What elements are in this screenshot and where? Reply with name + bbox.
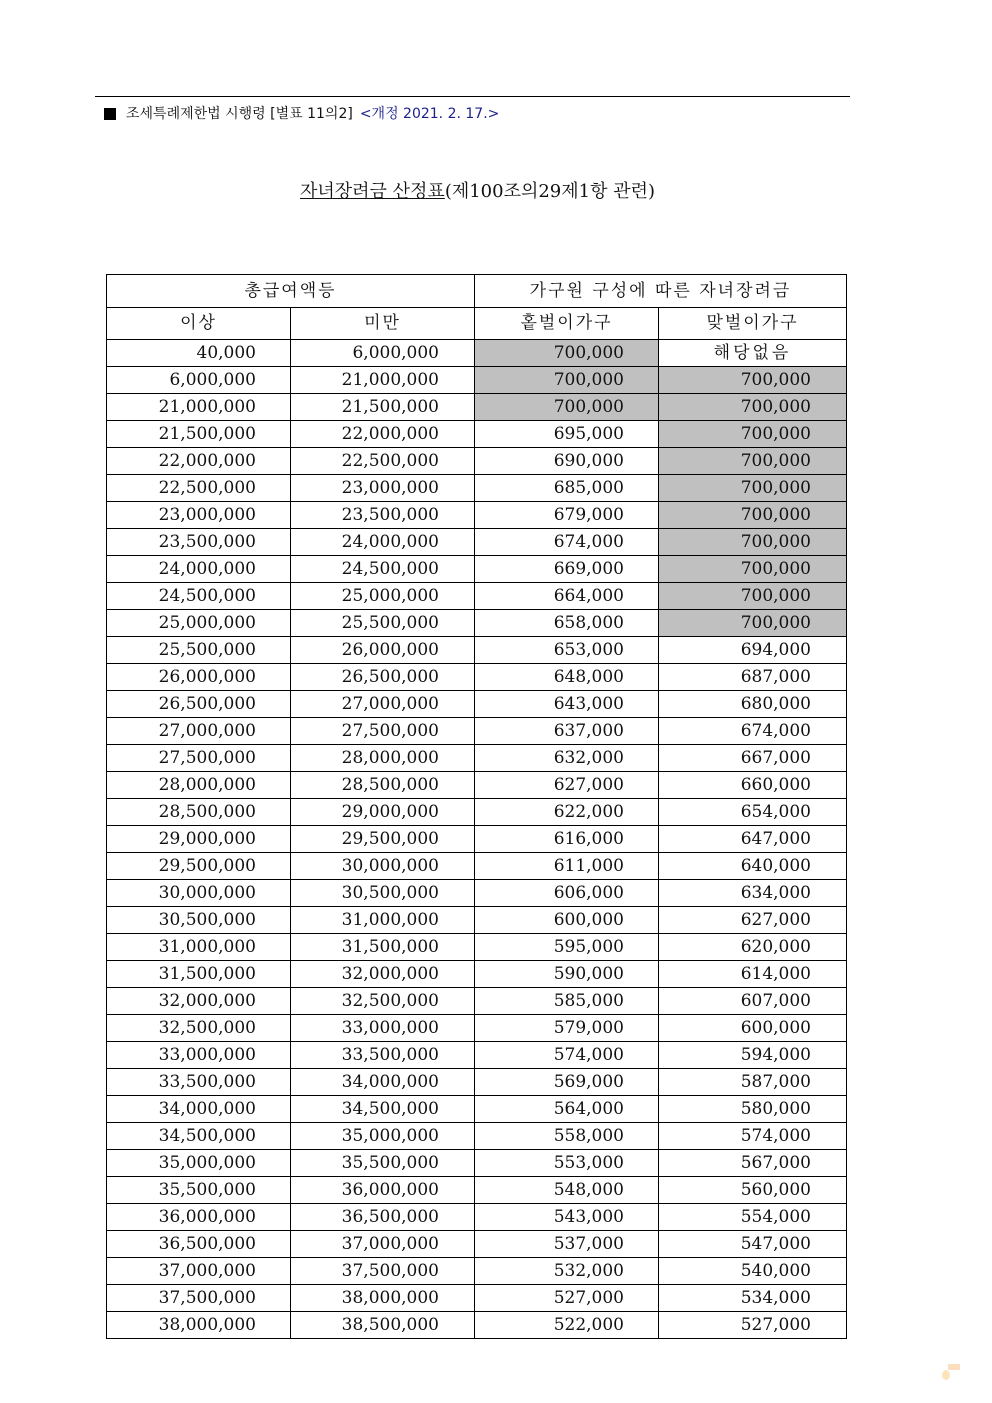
table-row <box>107 421 847 448</box>
cell-dual-earner: 700,000 <box>659 556 847 583</box>
table-row <box>107 907 847 934</box>
cell-income-from: 30,000,000 <box>107 880 291 907</box>
cell-income-to: 37,000,000 <box>291 1231 475 1258</box>
cell-single-earner: 537,000 <box>475 1231 659 1258</box>
cell-income-from: 37,500,000 <box>107 1285 291 1312</box>
cell-income-from: 22,500,000 <box>107 475 291 502</box>
column-header-to: 미만 <box>291 308 475 340</box>
cell-dual-earner: 667,000 <box>659 745 847 772</box>
cell-dual-earner: 694,000 <box>659 637 847 664</box>
top-rule <box>95 96 850 97</box>
cell-single-earner: 674,000 <box>475 529 659 556</box>
cell-income-to: 32,500,000 <box>291 988 475 1015</box>
cell-single-earner: 553,000 <box>475 1150 659 1177</box>
cell-income-from: 28,500,000 <box>107 799 291 826</box>
cell-income-to: 32,000,000 <box>291 961 475 988</box>
table-row <box>107 1312 847 1339</box>
cell-single-earner: 590,000 <box>475 961 659 988</box>
cell-dual-earner: 700,000 <box>659 475 847 502</box>
table-row <box>107 1069 847 1096</box>
cell-income-to: 34,500,000 <box>291 1096 475 1123</box>
cell-income-from: 21,000,000 <box>107 394 291 421</box>
cell-income-to: 31,500,000 <box>291 934 475 961</box>
cell-income-to: 29,500,000 <box>291 826 475 853</box>
cell-single-earner: 700,000 <box>475 394 659 421</box>
cell-income-from: 25,500,000 <box>107 637 291 664</box>
cell-income-to: 28,500,000 <box>291 772 475 799</box>
table-row <box>107 1150 847 1177</box>
watermark <box>940 1364 980 1384</box>
cell-income-from: 33,500,000 <box>107 1069 291 1096</box>
table-row <box>107 475 847 502</box>
cell-dual-earner: 700,000 <box>659 448 847 475</box>
cell-income-from: 27,500,000 <box>107 745 291 772</box>
cell-single-earner: 627,000 <box>475 772 659 799</box>
cell-income-to: 36,000,000 <box>291 1177 475 1204</box>
cell-dual-earner: 547,000 <box>659 1231 847 1258</box>
cell-dual-earner: 534,000 <box>659 1285 847 1312</box>
cell-income-from: 27,000,000 <box>107 718 291 745</box>
table-row <box>107 988 847 1015</box>
cell-dual-earner: 587,000 <box>659 1069 847 1096</box>
cell-income-from: 31,000,000 <box>107 934 291 961</box>
cell-income-from: 38,000,000 <box>107 1312 291 1339</box>
table-row <box>107 961 847 988</box>
cell-income-from: 34,000,000 <box>107 1096 291 1123</box>
cell-income-from: 30,500,000 <box>107 907 291 934</box>
cell-single-earner: 548,000 <box>475 1177 659 1204</box>
table-row <box>107 340 847 367</box>
cell-single-earner: 616,000 <box>475 826 659 853</box>
cell-income-from: 26,000,000 <box>107 664 291 691</box>
table-row <box>107 1015 847 1042</box>
cell-dual-earner: 567,000 <box>659 1150 847 1177</box>
table-row <box>107 1096 847 1123</box>
cell-income-to: 27,000,000 <box>291 691 475 718</box>
table-row <box>107 826 847 853</box>
cell-single-earner: 558,000 <box>475 1123 659 1150</box>
cell-dual-earner: 700,000 <box>659 502 847 529</box>
cell-single-earner: 637,000 <box>475 718 659 745</box>
cell-income-from: 22,000,000 <box>107 448 291 475</box>
table-row <box>107 934 847 961</box>
cell-income-to: 31,000,000 <box>291 907 475 934</box>
table-row <box>107 1204 847 1231</box>
law-reference: 조세특례제한법 시행령 [별표 11의2] <box>126 106 353 122</box>
table-row <box>107 448 847 475</box>
table-row <box>107 1231 847 1258</box>
cell-single-earner: 543,000 <box>475 1204 659 1231</box>
lightbulb-icon <box>942 1370 950 1380</box>
cell-dual-earner: 700,000 <box>659 394 847 421</box>
cell-dual-earner: 700,000 <box>659 529 847 556</box>
cell-dual-earner: 614,000 <box>659 961 847 988</box>
cell-dual-earner: 527,000 <box>659 1312 847 1339</box>
cell-single-earner: 532,000 <box>475 1258 659 1285</box>
cell-dual-earner: 540,000 <box>659 1258 847 1285</box>
cell-single-earner: 611,000 <box>475 853 659 880</box>
table-row <box>107 745 847 772</box>
table-row <box>107 1123 847 1150</box>
cell-single-earner: 622,000 <box>475 799 659 826</box>
cell-income-from: 28,000,000 <box>107 772 291 799</box>
table-row <box>107 502 847 529</box>
table-row <box>107 799 847 826</box>
cell-income-to: 27,500,000 <box>291 718 475 745</box>
cell-income-from: 6,000,000 <box>107 367 291 394</box>
income-group-header: 총급여액등 <box>107 275 475 308</box>
cell-income-to: 22,000,000 <box>291 421 475 448</box>
page-title <box>0 179 955 205</box>
cell-income-to: 30,500,000 <box>291 880 475 907</box>
cell-dual-earner: 680,000 <box>659 691 847 718</box>
cell-income-from: 29,500,000 <box>107 853 291 880</box>
column-header-from: 이상 <box>107 308 291 340</box>
cell-single-earner: 679,000 <box>475 502 659 529</box>
cell-income-from: 36,500,000 <box>107 1231 291 1258</box>
cell-single-earner: 632,000 <box>475 745 659 772</box>
cell-income-to: 35,500,000 <box>291 1150 475 1177</box>
cell-dual-earner: 594,000 <box>659 1042 847 1069</box>
cell-single-earner: 685,000 <box>475 475 659 502</box>
table-row <box>107 529 847 556</box>
cell-income-to: 21,500,000 <box>291 394 475 421</box>
cell-income-to: 33,500,000 <box>291 1042 475 1069</box>
cell-dual-earner: 700,000 <box>659 610 847 637</box>
cell-single-earner: 653,000 <box>475 637 659 664</box>
cell-income-from: 24,500,000 <box>107 583 291 610</box>
cell-income-from: 31,500,000 <box>107 961 291 988</box>
cell-income-to: 23,000,000 <box>291 475 475 502</box>
cell-single-earner: 700,000 <box>475 340 659 367</box>
child-tax-credit-table <box>106 274 847 1339</box>
column-header-dual: 맞벌이가구 <box>659 308 847 340</box>
cell-income-to: 29,000,000 <box>291 799 475 826</box>
watermark-tag <box>948 1364 960 1370</box>
cell-single-earner: 643,000 <box>475 691 659 718</box>
cell-single-earner: 648,000 <box>475 664 659 691</box>
cell-single-earner: 600,000 <box>475 907 659 934</box>
cell-single-earner: 574,000 <box>475 1042 659 1069</box>
table-row <box>107 556 847 583</box>
law-header <box>104 103 499 125</box>
cell-income-to: 25,500,000 <box>291 610 475 637</box>
cell-income-to: 26,500,000 <box>291 664 475 691</box>
cell-single-earner: 690,000 <box>475 448 659 475</box>
cell-single-earner: 585,000 <box>475 988 659 1015</box>
table-row <box>107 583 847 610</box>
cell-income-to: 37,500,000 <box>291 1258 475 1285</box>
table-row <box>107 880 847 907</box>
cell-income-from: 24,000,000 <box>107 556 291 583</box>
table-row <box>107 691 847 718</box>
cell-single-earner: 579,000 <box>475 1015 659 1042</box>
cell-dual-earner: 600,000 <box>659 1015 847 1042</box>
cell-income-from: 37,000,000 <box>107 1258 291 1285</box>
cell-income-from: 23,500,000 <box>107 529 291 556</box>
cell-income-to: 24,500,000 <box>291 556 475 583</box>
cell-dual-earner: 647,000 <box>659 826 847 853</box>
cell-dual-earner: 700,000 <box>659 583 847 610</box>
cell-dual-earner: 654,000 <box>659 799 847 826</box>
title-main: 자녀장려금 산정표 <box>299 181 445 202</box>
cell-income-to: 6,000,000 <box>291 340 475 367</box>
cell-income-from: 33,000,000 <box>107 1042 291 1069</box>
cell-income-from: 21,500,000 <box>107 421 291 448</box>
table-row <box>107 772 847 799</box>
cell-income-to: 26,000,000 <box>291 637 475 664</box>
cell-dual-earner: 627,000 <box>659 907 847 934</box>
cell-dual-earner: 560,000 <box>659 1177 847 1204</box>
cell-income-to: 22,500,000 <box>291 448 475 475</box>
revision-note: <개정 2021. 2. 17.> <box>359 106 500 122</box>
cell-single-earner: 700,000 <box>475 367 659 394</box>
table-row <box>107 1042 847 1069</box>
cell-income-from: 34,500,000 <box>107 1123 291 1150</box>
table-row <box>107 367 847 394</box>
cell-dual-earner: 634,000 <box>659 880 847 907</box>
cell-income-to: 28,000,000 <box>291 745 475 772</box>
award-group-header: 가구원 구성에 따른 자녀장려금 <box>475 275 847 308</box>
table-row <box>107 718 847 745</box>
cell-single-earner: 522,000 <box>475 1312 659 1339</box>
cell-single-earner: 695,000 <box>475 421 659 448</box>
cell-income-from: 40,000 <box>107 340 291 367</box>
column-header-row <box>107 308 847 340</box>
cell-dual-earner: 660,000 <box>659 772 847 799</box>
cell-single-earner: 664,000 <box>475 583 659 610</box>
cell-income-to: 34,000,000 <box>291 1069 475 1096</box>
cell-dual-earner: 580,000 <box>659 1096 847 1123</box>
cell-single-earner: 569,000 <box>475 1069 659 1096</box>
cell-dual-earner: 574,000 <box>659 1123 847 1150</box>
cell-income-to: 35,000,000 <box>291 1123 475 1150</box>
table-row <box>107 1285 847 1312</box>
cell-income-from: 32,500,000 <box>107 1015 291 1042</box>
cell-income-to: 21,000,000 <box>291 367 475 394</box>
cell-single-earner: 658,000 <box>475 610 659 637</box>
cell-single-earner: 564,000 <box>475 1096 659 1123</box>
cell-dual-earner: 640,000 <box>659 853 847 880</box>
cell-dual-earner: 687,000 <box>659 664 847 691</box>
cell-single-earner: 669,000 <box>475 556 659 583</box>
cell-income-to: 23,500,000 <box>291 502 475 529</box>
group-header-row <box>107 275 847 308</box>
cell-income-to: 38,000,000 <box>291 1285 475 1312</box>
cell-income-to: 25,000,000 <box>291 583 475 610</box>
cell-income-from: 36,000,000 <box>107 1204 291 1231</box>
column-header-single: 홑벌이가구 <box>475 308 659 340</box>
table-row <box>107 1177 847 1204</box>
cell-income-from: 23,000,000 <box>107 502 291 529</box>
cell-dual-earner: 607,000 <box>659 988 847 1015</box>
cell-dual-earner: 554,000 <box>659 1204 847 1231</box>
cell-income-to: 30,000,000 <box>291 853 475 880</box>
cell-dual-earner: 674,000 <box>659 718 847 745</box>
table-row <box>107 664 847 691</box>
table-row <box>107 853 847 880</box>
cell-income-from: 29,000,000 <box>107 826 291 853</box>
cell-dual-earner: 620,000 <box>659 934 847 961</box>
table-row <box>107 637 847 664</box>
cell-dual-earner: 해당없음 <box>659 340 847 367</box>
cell-income-from: 26,500,000 <box>107 691 291 718</box>
cell-income-from: 35,000,000 <box>107 1150 291 1177</box>
cell-income-to: 33,000,000 <box>291 1015 475 1042</box>
cell-income-to: 24,000,000 <box>291 529 475 556</box>
table-row <box>107 610 847 637</box>
cell-income-from: 35,500,000 <box>107 1177 291 1204</box>
cell-income-to: 38,500,000 <box>291 1312 475 1339</box>
cell-income-to: 36,500,000 <box>291 1204 475 1231</box>
title-sub: (제100조의29제1항 관련) <box>444 181 656 202</box>
cell-income-from: 25,000,000 <box>107 610 291 637</box>
cell-single-earner: 527,000 <box>475 1285 659 1312</box>
cell-income-from: 32,000,000 <box>107 988 291 1015</box>
cell-single-earner: 595,000 <box>475 934 659 961</box>
square-bullet-icon <box>104 108 116 120</box>
cell-dual-earner: 700,000 <box>659 367 847 394</box>
table-row <box>107 394 847 421</box>
table-row <box>107 1258 847 1285</box>
cell-dual-earner: 700,000 <box>659 421 847 448</box>
cell-single-earner: 606,000 <box>475 880 659 907</box>
table-body <box>107 340 847 1339</box>
